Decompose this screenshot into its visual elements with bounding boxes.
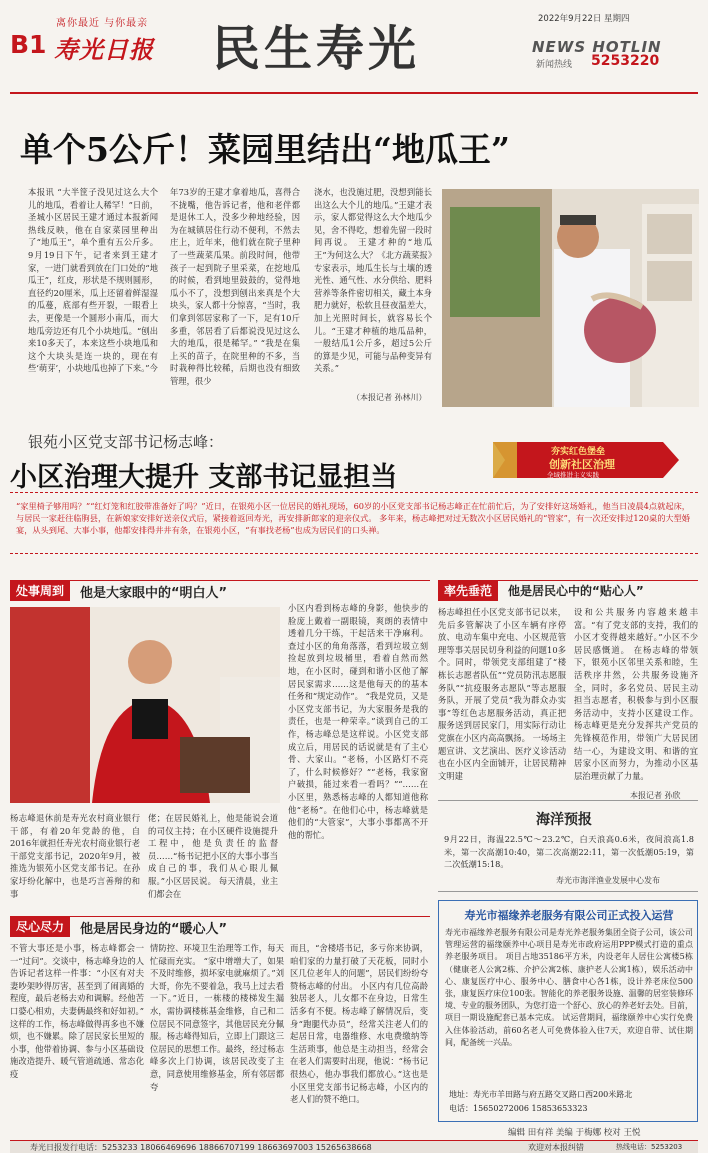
footer-correction-label: 欢迎对本报纠错 xyxy=(528,1143,584,1152)
hotline-en: NEWS HOTLIN xyxy=(532,38,662,56)
page-code: B1 xyxy=(10,30,47,59)
slogan: 离你最近 与你最亲 xyxy=(56,18,149,29)
paper-name-logo: 寿光日报 xyxy=(54,35,154,64)
issue-date: 2022年9月22日 星期四 xyxy=(538,14,630,24)
weather-title: 海洋预报 xyxy=(536,812,592,828)
party-badge xyxy=(493,434,699,484)
hotline-label: 新闻热线 xyxy=(536,60,573,70)
lead-box xyxy=(10,492,698,554)
editor-credits: 编辑 田有祥 美编 于梅娜 校对 王悦 xyxy=(508,1128,641,1138)
footer-correction-phone: 热线电话：5253203 xyxy=(616,1143,683,1151)
sweet-potato-photo xyxy=(442,189,699,407)
ad-box xyxy=(438,900,698,1122)
sec1-caption-col1: 杨志峰退休前是寿光农村商业银行干部，有着20年党龄的他，自2016年就担任寿光农村商业银行老干部党支部书记，2020年9月，被推选为银苑小区党支部书记。在孙家圩纷化解中，也是巧言善辩的和事 xyxy=(10,813,140,899)
article1-col2: 年73岁的王建才拿着地瓜，喜得合不拢嘴，他告诉记者，他和老伴都是退休工人，没多少种地经验，因为在城镇居住行动不便利，不然去庄上，近年来，他们就在院子里种了一些蔬菜瓜果。前段时间，他带孩子一起到院子里采菜，在挖地瓜的时候，看到地里鼓鼓的，觉得地瓜小不了，没想到刨出来真是个大块头，家人都十分惊喜，“当时，我们拿到邻居家称了一下，足有10斤多重，邻居看了后都说没见过这么大的地瓜，很是稀罕。” “我是在集上买的苗子，在院里种的不多，当时栽种得比较稀，后期也没有细致管理，很少 xyxy=(170,187,300,386)
sec2-col2: 设和公共服务内容越来越丰富。“有了党支部的支持，我们的小区才变得越来越好。”小区不少居民感慨道。 在杨志峰的带领下，银苑小区邻里关系和睦，生活秩序井然，公共服务设施齐全，同时，多名党员、居民主动担当志愿者，积极参与到小区服务活动中，支持小区建设工作。杨志峰更是充分发挥共产党员的先锋模范作用，带领广大居民团结一心，为建设文明、和谐的宜居家小区而努力，为推动小区基层治理贡献了力量。 xyxy=(574,607,698,781)
badge-line3: 全域推进主义实践 xyxy=(547,471,599,479)
sec2-col1: 杨志峰担任小区党支部书记以来，先后多管解决了小区车辆有序停放、电动车集中充电、小区规范管理等事关居民切身利益的问题10多个。同时，带领党支部组建了“楼栋长志愿者队伍”“党员防汛志愿服务队”“抗疫服务志愿队”等志愿服务队，开展了党员“我为群众办实事”等红色志愿服务活动，真正把服务送到居民家门，用实际行动让党旗在小区内高高飘扬。 一场场主题宣讲、文艺演出、医疗义诊活动也在小区内全面铺开，让居民精神文明建 xyxy=(438,607,566,781)
sec3-tag: 尽心尽力 xyxy=(10,916,70,937)
footer-bar xyxy=(10,1140,698,1153)
sec2-tag: 率先垂范 xyxy=(438,580,498,601)
footer-circulation: 寿光日报发行电话：5253233 18066469696 18866707199 18663697003 15265638668 xyxy=(30,1143,372,1152)
hotline-number: 5253220 xyxy=(591,53,660,69)
weather-source: 寿光市海洋渔业发展中心发布 xyxy=(556,876,660,885)
article2-kicker: 银苑小区党支部书记杨志峰： xyxy=(28,433,224,451)
badge-line2: 创新社区治理 xyxy=(549,458,615,471)
sec1-title: 他是大家眼中的“明白人” xyxy=(80,586,228,601)
sec2-byline: 本报记者 孙欣 xyxy=(630,791,681,800)
sec1-caption-col2: 佬；在居民婚礼上，他是能说会道的司仪主持；在小区硬件设施提升工程中，他是负责任的监督员……“杨书记把小区的大事小事当成自己的事，我们从心眼儿佩服。”小区居民说。 每天清晨，业主们都会在 xyxy=(148,813,278,899)
article1-col3: 浇水，也没施过肥，没想到能长出这么大个儿的地瓜。”王建才表示，家人都觉得这么大个地瓜少见，舍不得吃，想着先留一段时间再说。 王建才种的“地瓜王”为何这么大？《北方蔬菜报》专家表示，地瓜生长与土壤的透光性、通气性、水分供给、肥料营养等条件密切相关，藏土本身肥力就好，松软且昼夜温差大，加上光照时间长，就容易长个儿。“王建才种植的地瓜品种，一般结瓜1公斤多，超过5公斤的算是少见，可能与品种变异有关系。” xyxy=(314,187,432,374)
sec3-rule xyxy=(10,916,430,917)
sec1-tag: 处事周到 xyxy=(10,580,70,601)
ad-phone: 电话：15650272006 15853653323 xyxy=(449,1104,588,1113)
article2-headline: 小区治理大提升 支部书记显担当 xyxy=(10,462,398,493)
sec3-col3: 而且，“舍楼塔书记，多亏你来协调，咱们家的力量打破了天花板，同时小区几位老年人的问题”，居民们纷纷夸赞杨志峰的付出。 小区内有几位高龄独居老人，儿女都不在身边，日常生活多有不便。杨志峰了解情况后，变身“跑腿代办员”，经常关注老人们的起居日常，电器维修、水电费缴纳等生活琐事，他总是主动担当，经常会在老人们需要时出现，他说：“杨书记很热心，他办事我们都放心。”这也是小区里党支部书记杨志峰，小区内的老人们的赞不绝口。 xyxy=(290,943,428,1105)
ad-title: 寿光市福缘养老服务有限公司正式投入运营 xyxy=(464,909,674,922)
ad-body: 寿光市福缘养老服务有限公司是寿光养老服务集团全资子公司，该公司管理运营的福缘颐养中心项目是寿光市政府运用PPP模式打造的重点养老服务项目。 项目占地35186平方米，内设老年人居住公寓楼5栋（健康老人公寓2栋、介护公寓2栋、康护老人公寓1栋），娱乐活动中心、康复医疗中心、服务中心、膳食中心各1栋，设计养老床位500张，康复医疗床位100张。智能化的养老服务设施、温馨的居室装修环境、专业的服务团队，为您打造一个舒心、放心的养老好去处。目前，项目一期设施配套已基本完成。 试运营期间，福缘颐养中心实行免费入住体验活动，前60名老人可免费体验入住7天，欢迎自带、试住期间，配备统一兴品。 xyxy=(445,928,693,1047)
article1-headline: 单个5公斤！菜园里结出“地瓜王” xyxy=(20,130,510,169)
section-title: 民生寿光 xyxy=(212,21,421,77)
sec2-title: 他是居民心中的“贴心人” xyxy=(508,584,644,598)
sec1-col3: 小区内看到杨志峰的身影，他快步的脸庞上戴着一副眼镜，爽朗的表情中透着几分干练，干起活来干净麻利。查过小区的角角落落，看到垃圾立刻捡起放到垃圾桶里，看着自然而然地，在小区时，碰到和谐小区他了解居民家需求……这是他每天的的基本任务和“规定动作”。 “我是党员，又是小区党支部书记，为大家服务是我的责任，也是一种荣幸。”谈到自己的工作，杨志峰总是这样说。小区党支部成立后，用居民的话说就是有了主心骨、大家山。“老杨，小区路灯不亮了，什么时候修好？”“老杨，我家窗户破损，能过来看一看吗？”“……在小区里，熟悉杨志峰的人都知道他称他“老杨”。在他们心中，杨志峰就是他们的“大管家”，大事小事都离不开他的帮忙。 xyxy=(288,603,428,840)
sec3-title: 他是居民身边的“暖心人” xyxy=(80,922,228,937)
ad-address: 地址：寿光市羊田路与府五路交叉路口西200米路北 xyxy=(449,1090,633,1099)
article1-col1: 本报讯 “大半筐子没见过这么大个儿的地瓜，看着让人稀罕！”日前，圣城小区居民王建才通过本报新闻热线反映，他在自家菜园里种出了“地瓜王”，单个重有五公斤多。 9月19日下午，记者来到王建才家，一进门就看到放在门口处的“地瓜王”，红皮，形状是不规则圆形，直径约20厘米，瓜上还留着鲜湿湿的瓜蔓，底部有些开裂，一眼看上去，更像是一个圆形小南瓜，而大地瓜旁边还有几个小块地瓜。“刨出来10多天了，本来这些小块地瓜和这个大块头是连一块的，现在有些‘萌芽’，小块地瓜也掉了下来。”今 xyxy=(28,187,158,374)
article2-lead: “家里椅子够用吗？”“红灯笼和红胶带准备好了吗？”近日，在银苑小区一位居民的婚礼现场，60岁的小区党支部书记杨志峰正在忙前忙后，为了安排好这场婚礼，他当日凌晨4点就起床，与居民一家赶往临朐县，在新娘家安排好送亲仪式后，紧接着返回寿光，再安排新郎家的迎亲仪式。 多年来，杨志峰把对过无数次小区居民婚礼的“管家”，有一次还安排过120桌的大型婚宴，从头到尾、大事小事，他都安排得井井有条，在银苑小区，“有事找老杨”也成为居民们的口头禅。 xyxy=(16,501,690,536)
weather-text: 9月22日，海温22.5℃～23.2℃，白天浪高0.6米，夜间浪高1.8米，第一次高潮10:40，第二次高潮22:11，第一次低潮05:19，第二次低潮15:18。 xyxy=(444,834,694,870)
sec1-rule xyxy=(10,580,430,581)
badge-line1: 夯实红色堡垒 xyxy=(551,447,606,457)
article1-byline: （本报记者 孙林川） xyxy=(352,393,427,402)
masthead-rule xyxy=(10,92,698,94)
sec3-col1: 不管大事还是小事，杨志峰都会一一“过问”。交谈中，杨志峰身边的人告诉记者这样一件事：“小区有对夫妻吵架吵得厉害，甚至到了闹离婚的程度，最后老杨去劝和调解。经他苦口婆心相劝，夫妻俩最终和好如初。” 这样的工作，杨志峰做得再多也不嫌烦，也不嫌累。除了居民家长里短的小事，他带着协调、参与小区基础设施改造提升、暖气管道疏通、常态化疫 xyxy=(10,943,144,1079)
sec3-col2: 情防控、环境卫生治理等工作，每天忙碌而充实。 “家中增增大了，如果不及时维修，损坏家电就麻烦了。”刘大哥，你先不要着急，我马上过去看一下。”近日，一栋楼的楼梯发生漏水，需协调楼栋基金维修，自己和二位居民不同意签字，其他居民充分佩服。杨志峰得知后，立即上门跟这三位居民的思想工作。最终，经过杨志峰多次上门协调，该居民改变了主意，同意使用维修基金，所有邻居都夸 xyxy=(150,943,284,1092)
party-secretary-photo xyxy=(10,607,280,803)
weather-box xyxy=(438,800,698,892)
masthead xyxy=(0,0,708,96)
